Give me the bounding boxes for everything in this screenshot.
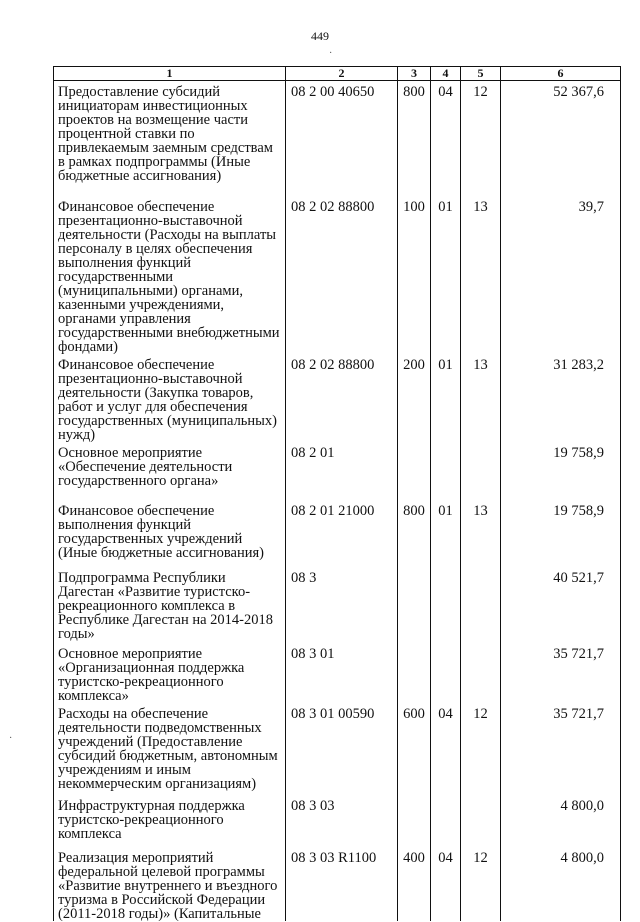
row-code: 08 3 03 R1100 [286, 847, 398, 921]
row-section: 01 [431, 196, 461, 354]
row-code: 08 3 03 [286, 795, 398, 847]
column-header: 5 [461, 67, 501, 81]
row-subsection: 12 [461, 703, 501, 795]
row-expense-type: 200 [398, 354, 431, 442]
budget-table-container [53, 66, 620, 921]
row-code: 08 2 00 40650 [286, 81, 398, 196]
row-code: 08 3 01 [286, 643, 398, 703]
table-row [54, 847, 621, 921]
table-row [54, 500, 621, 567]
row-expense-type [398, 795, 431, 847]
row-name: Финансовое обеспечение выполнения функций государственных учреждений (Иные бюджетные ассигнования) [54, 500, 286, 567]
row-amount: 4 800,0 [501, 847, 621, 921]
row-section [431, 567, 461, 643]
row-subsection [461, 795, 501, 847]
row-expense-type [398, 643, 431, 703]
column-header: 4 [431, 67, 461, 81]
row-expense-type [398, 442, 431, 500]
row-subsection [461, 442, 501, 500]
row-expense-type: 800 [398, 81, 431, 196]
row-expense-type [398, 567, 431, 643]
row-code: 08 2 02 88800 [286, 196, 398, 354]
row-name: Основное мероприятие «Организационная поддержка туристско-рекреационного комплекса» [54, 643, 286, 703]
table-row [54, 795, 621, 847]
row-expense-type: 100 [398, 196, 431, 354]
row-section [431, 442, 461, 500]
row-subsection: 12 [461, 847, 501, 921]
row-amount: 4 800,0 [501, 795, 621, 847]
row-amount: 40 521,7 [501, 567, 621, 643]
row-section: 01 [431, 354, 461, 442]
table-row [54, 643, 621, 703]
row-code: 08 2 01 [286, 442, 398, 500]
column-header: 1 [54, 67, 286, 81]
table-row [54, 354, 621, 442]
table-row [54, 703, 621, 795]
row-subsection: 13 [461, 354, 501, 442]
table-row [54, 196, 621, 354]
row-name: Реализация мероприятий федеральной целевой программы «Развитие внутреннего и въездного туризма в Российской Федерации (2011-2018 годы)» (Капитальные [54, 847, 286, 921]
scan-mark: · [9, 733, 13, 744]
row-amount: 35 721,7 [501, 643, 621, 703]
column-header-row [54, 67, 621, 81]
row-name: Основное мероприятие «Обеспечение деятельности государственного органа» [54, 442, 286, 500]
row-amount: 31 283,2 [501, 354, 621, 442]
row-expense-type: 800 [398, 500, 431, 567]
row-amount: 19 758,9 [501, 442, 621, 500]
page-number: 449 [311, 29, 329, 43]
table-row [54, 81, 621, 196]
row-code: 08 3 [286, 567, 398, 643]
row-amount: 19 758,9 [501, 500, 621, 567]
row-name: Финансовое обеспечение презентационно-выставочной деятельности (Расходы на выплаты персоналу в целях обеспечения выполнения функций государственными (муниципальными) органами, казенными учреждениями, органами управления государственными внебюджетными фондами) [54, 196, 286, 354]
row-name: Предоставление субсидий инициаторам инвестиционных проектов на возмещение части процентной ставки по привлекаемым заемным средствам в рамках подпрограммы (Иные бюджетные ассигнования) [54, 81, 286, 196]
row-name: Подпрограмма Республики Дагестан «Развитие туристско-рекреационного комплекса в Республике Дагестан на 2014-2018 годы» [54, 567, 286, 643]
row-code: 08 2 01 21000 [286, 500, 398, 567]
row-section [431, 795, 461, 847]
column-header: 2 [286, 67, 398, 81]
scan-mark: · [329, 48, 333, 59]
row-expense-type: 400 [398, 847, 431, 921]
row-section: 04 [431, 703, 461, 795]
table-row [54, 442, 621, 500]
row-subsection: 13 [461, 196, 501, 354]
row-code: 08 3 01 00590 [286, 703, 398, 795]
row-subsection [461, 643, 501, 703]
row-name: Расходы на обеспечение деятельности подведомственных учреждений (Предоставление субсидий бюджетным, автономным учреждениям и иным некоммерческим организациям) [54, 703, 286, 795]
row-code: 08 2 02 88800 [286, 354, 398, 442]
row-section: 04 [431, 847, 461, 921]
row-expense-type: 600 [398, 703, 431, 795]
row-amount: 35 721,7 [501, 703, 621, 795]
row-section [431, 643, 461, 703]
row-section: 01 [431, 500, 461, 567]
column-header: 3 [398, 67, 431, 81]
row-subsection: 13 [461, 500, 501, 567]
table-row [54, 567, 621, 643]
row-section: 04 [431, 81, 461, 196]
row-subsection [461, 567, 501, 643]
budget-table [53, 66, 621, 921]
row-name: Финансовое обеспечение презентационно-выставочной деятельности (Закупка товаров, работ и услуг для обеспечения государственных (муниципальных) нужд) [54, 354, 286, 442]
row-name: Инфраструктурная поддержка туристско-рекреационного комплекса [54, 795, 286, 847]
row-amount: 52 367,6 [501, 81, 621, 196]
column-header: 6 [501, 67, 621, 81]
row-amount: 39,7 [501, 196, 621, 354]
row-subsection: 12 [461, 81, 501, 196]
